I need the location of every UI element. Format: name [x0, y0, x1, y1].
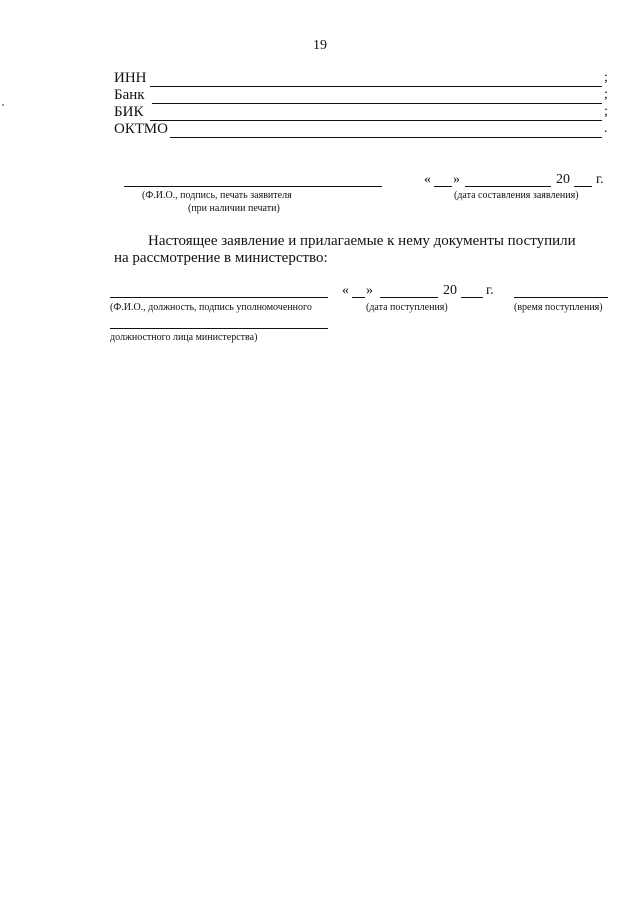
- receipt-date-caption: (дата поступления): [366, 302, 448, 313]
- receipt-day-field[interactable]: [352, 297, 365, 298]
- receipt-month-field[interactable]: [380, 297, 438, 298]
- bik-label: БИК: [114, 104, 144, 120]
- applicant-seal-caption: (при наличии печати): [188, 203, 280, 214]
- official-signature-line[interactable]: [110, 297, 328, 298]
- bank-label: Банк: [114, 87, 145, 103]
- bik-end: ;: [604, 104, 608, 119]
- applicant-year-suffix: г.: [596, 172, 604, 187]
- applicant-month-field[interactable]: [465, 186, 551, 187]
- oktmo-field[interactable]: [170, 137, 602, 138]
- applicant-date-close-quote: »: [453, 172, 460, 187]
- applicant-day-field[interactable]: [434, 186, 452, 187]
- bik-field[interactable]: [150, 120, 602, 121]
- scan-speck: [2, 104, 4, 106]
- receipt-time-field[interactable]: [514, 297, 608, 298]
- bank-field[interactable]: [152, 103, 602, 104]
- applicant-year-field[interactable]: [574, 186, 592, 187]
- bank-end: ;: [604, 87, 608, 102]
- applicant-date-open-quote: «: [424, 172, 431, 187]
- receipt-date-open-quote: «: [342, 283, 349, 298]
- inn-end: ;: [604, 70, 608, 85]
- official-position-line[interactable]: [110, 328, 328, 329]
- receipt-time-caption: (время поступления): [514, 302, 603, 313]
- official-position-caption: должностного лица министерства): [110, 332, 258, 343]
- applicant-date-caption: (дата составления заявления): [454, 190, 579, 201]
- receipt-year-field[interactable]: [461, 297, 483, 298]
- official-signature-caption: (Ф.И.О., должность, подпись уполномоченного: [110, 302, 312, 313]
- applicant-year-prefix: 20: [556, 172, 570, 187]
- receipt-paragraph-line-2: на рассмотрение в министерство:: [114, 250, 328, 266]
- inn-field[interactable]: [150, 86, 602, 87]
- applicant-signature-line[interactable]: [124, 186, 382, 187]
- oktmo-label: ОКТМО: [114, 121, 168, 137]
- receipt-date-close-quote: »: [366, 283, 373, 298]
- receipt-paragraph-line-1: Настоящее заявление и прилагаемые к нему документы поступили: [148, 233, 576, 249]
- receipt-year-prefix: 20: [443, 283, 457, 298]
- receipt-year-suffix: г.: [486, 283, 494, 298]
- applicant-signature-caption: (Ф.И.О., подпись, печать заявителя: [142, 190, 292, 201]
- inn-label: ИНН: [114, 70, 147, 86]
- oktmo-end: .: [604, 121, 608, 136]
- page-number: 19: [313, 38, 327, 53]
